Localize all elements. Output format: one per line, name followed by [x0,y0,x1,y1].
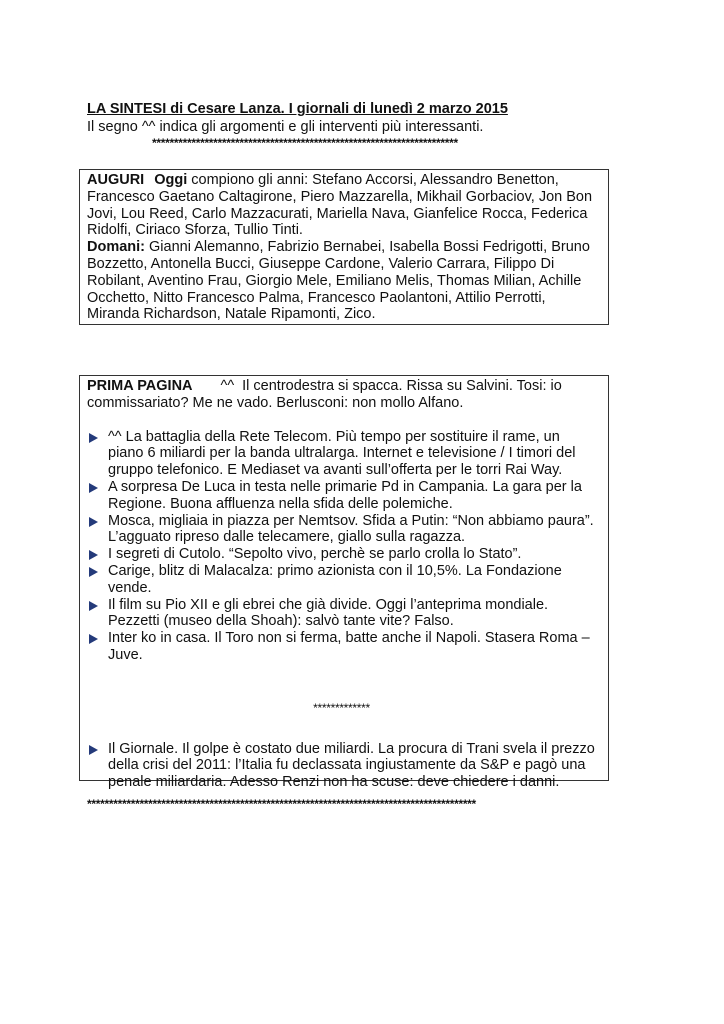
news-item: Il Giornale. Il golpe è costato due miliardi. La procura di Trani svela il prezzo della crisi del 2011: l’Italia fu declassata ingiustamente da S&P e pagò una penale miliardaria. Adesso Renzi non ha scuse: deve chiedere i danni. [87,741,596,791]
stars-divider-bottom: ***************************************************************************************** [87,797,476,811]
extra-news-list [87,741,596,791]
bullet-triangle-icon [89,550,98,560]
bullet-triangle-icon [89,483,98,493]
news-list [87,429,596,664]
bullet-triangle-icon [89,601,98,611]
highlight-marker: ^^ [220,378,235,394]
news-item: Carige, blitz di Malacalza: primo azionista con il 10,5%. La Fondazione vende. [87,563,596,597]
prima-pagina-box [79,375,609,791]
news-item: ^^ La battaglia della Rete Telecom. Più tempo per sostituire il rame, un piano 6 miliardi per la banda ultralarga. Internet e televisione / I timori del gruppo telefonico. E Mediaset va avanti sull’offerta per le torri Rai Way. [87,429,596,479]
oggi-text: compiono gli anni: Stefano Accorsi, Alessandro Benetton, Francesco Gaetano Caltagirone, Piero Mazzarella, Mikhail Gorbaciov, Jon Bon Jovi, Lou Reed, Carlo Mazzacurati, Mariella Nava, Gianfelice Rocca, Federica Ridolfi, Ciriaco Sforza, Tullio Tinti. [87,172,593,239]
prima-pagina-lead-paragraph [87,378,596,412]
domani-label: Domani: [87,239,145,256]
news-item: A sorpresa De Luca in testa nelle primarie Pd in Campania. La gara per la Regione. Buona affluenza nella sfida delle polemiche. [87,479,596,513]
bullet-triangle-icon [89,517,98,527]
oggi-label: Oggi [154,172,188,188]
page-subtitle: Il segno ^^ indica gli argomenti e gli interventi più interessanti. [87,119,484,135]
news-item: I segreti di Cutolo. “Sepolto vivo, perchè se parlo crolla lo Stato”. [87,546,596,563]
news-item: Il film su Pio XII e gli ebrei che già divide. Oggi l’anteprima mondiale. Pezzetti (museo della Shoah): salvò tante vite? Falso. [87,597,596,631]
domani-text: Gianni Alemanno, Fabrizio Bernabei, Isabella Bossi Fedrigotti, Bruno Bozzetto, Antonella Bucci, Giuseppe Cardone, Valerio Carrara, Filippo Di Robilant, Aventino Frau, Giorgio Mele, Emiliano Melis, Thomas Milian, Achille Occhetto, Nitto Francesco Palma, Francesco Paolantoni, Attilio Perrotti, Miranda Richardson, Natale Ripamonti, Zico. [87,239,590,323]
bullet-triangle-icon [89,567,98,577]
news-item: Mosca, migliaia in piazza per Nemtsov. Sfida a Putin: “Non abbiamo paura”. L’agguato ripreso dalle telecamere, giallo sulla ragazza. [87,513,596,547]
stars-divider-top: ********************************************************************** [152,136,458,150]
auguri-domani-paragraph [87,239,596,323]
auguri-box [79,169,609,325]
news-item: Inter ko in casa. Il Toro non si ferma, batte anche il Napoli. Stasera Roma – Juve. [87,630,596,664]
auguri-oggi-paragraph [87,172,596,239]
bullet-triangle-icon [89,634,98,644]
prima-pagina-label: PRIMA PAGINA [87,378,193,394]
bullet-triangle-icon [89,745,98,755]
auguri-label: AUGURI [87,172,145,188]
page-title: LA SINTESI di Cesare Lanza. I giornali di lunedì 2 marzo 2015 [87,101,508,117]
stars-separator: ************* [313,700,370,715]
prima-pagina-lead: Il centrodestra si spacca. Rissa su Salvini. Tosi: io commissariato? Me ne vado. Berlusconi: non mollo Alfano. [87,378,562,411]
bullet-triangle-icon [89,433,98,443]
